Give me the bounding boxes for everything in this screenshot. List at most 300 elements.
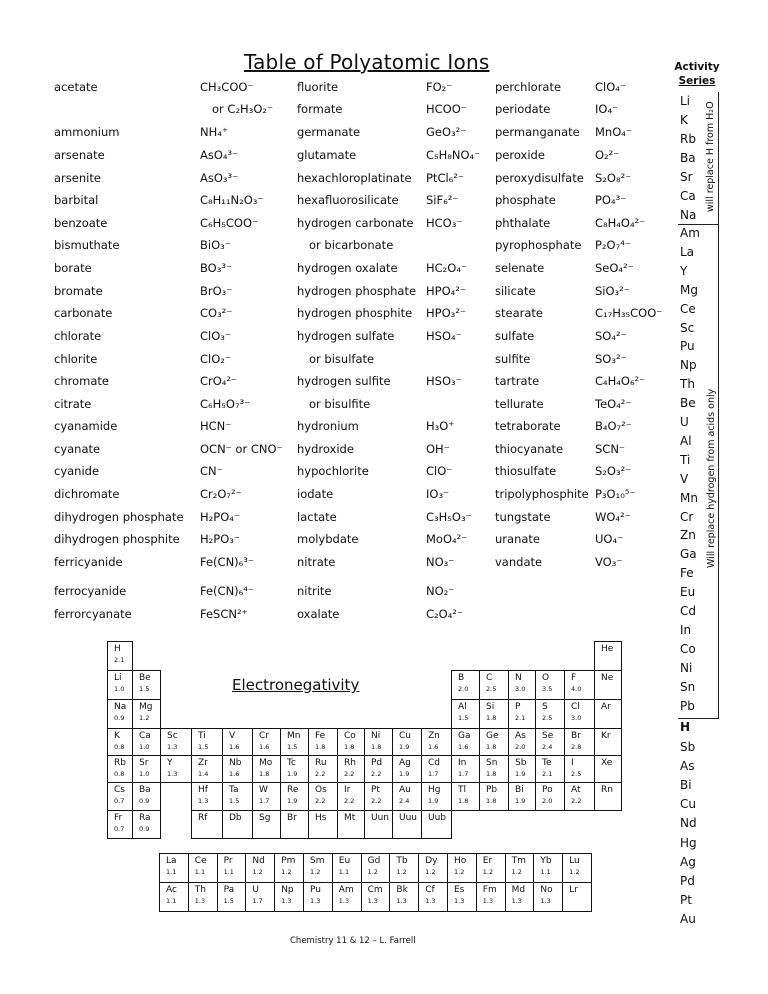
element-electronegativity: 1.0 [114,685,125,693]
element-electronegativity: 2.4 [542,743,553,751]
ion-formula: C₄H₄O₆²⁻ [595,374,646,388]
element-electronegativity: 1.2 [281,868,292,876]
element-cell [252,755,281,783]
element-electronegativity: 1.5 [223,897,234,905]
f-block-cell [562,853,592,883]
activity-element: Cu [680,797,696,812]
element-cell [392,755,422,783]
element-symbol: Es [454,885,465,895]
ion-name: thiosulfate [495,464,557,478]
ion-formula: HCN⁻ [200,419,232,433]
activity-element: Pt [680,892,692,907]
ion-formula: IO₄⁻ [595,102,619,116]
element-electronegativity: 1.3 [338,897,350,905]
ion-formula: ClO₄⁻ [595,80,626,94]
element-electronegativity: 1.8 [315,743,326,751]
element-cell [364,728,393,756]
element-symbol: Cr [259,731,269,741]
activity-element: Rb [680,132,696,146]
element-cell [337,728,365,756]
element-symbol: U [252,885,259,895]
element-symbol: Ho [454,856,467,866]
element-cell [451,728,480,756]
ion-name: iodate [297,487,334,501]
ion-formula: MnO₄⁻ [595,125,632,139]
ion-name: cyanide [54,464,100,478]
element-cell [191,755,223,783]
element-cell [421,755,452,783]
element-electronegativity: 1.1 [338,868,350,876]
ion-name: periodate [495,102,551,116]
ion-formula: C₆H₅O₇³⁻ [200,397,251,411]
element-symbol: Br [287,813,297,823]
element-electronegativity: 1.5 [287,743,298,751]
activity-element: Pu [680,339,695,354]
element-symbol: Ba [139,785,151,795]
element-electronegativity: 1.2 [310,868,321,876]
ion-name: fluorite [297,80,339,94]
element-symbol: Hs [315,813,327,823]
ion-formula: B₄O₇²⁻ [595,419,632,433]
element-symbol: Sn [486,758,498,768]
ion-formula: HC₂O₄⁻ [426,261,468,275]
element-electronegativity: 2.1 [114,656,125,664]
ion-formula: HSO₃⁻ [426,374,462,388]
element-cell [132,670,161,700]
f-block-cell [505,853,535,883]
ion-formula: HPO₃²⁻ [426,306,466,320]
ion-name: bromate [54,284,103,298]
ion-name: germanate [297,125,361,139]
element-cell [252,810,281,839]
element-electronegativity: 0.7 [114,797,125,805]
activity-element: Mn [680,490,698,505]
ion-name: lactate [297,510,337,524]
element-electronegativity: 1.6 [259,743,270,751]
ion-formula: SeO₄²⁻ [595,261,634,275]
activity-element: Hg [680,835,697,850]
activity-element: Ti [680,452,691,467]
electronegativity-title: Electronegativity [232,676,360,694]
element-electronegativity: 1.3 [281,897,292,905]
element-symbol: Uun [371,813,389,823]
ion-name: phosphate [495,193,556,207]
ion-formula: Fe(CN)₆⁴⁻ [200,584,254,598]
element-electronegativity: 2.4 [399,797,410,805]
ion-name: peroxydisulfate [495,171,584,185]
element-electronegativity: 3.0 [515,685,526,693]
f-block-cell [303,853,333,883]
ion-name: dihydrogen phosphite [54,532,180,546]
element-symbol: Th [194,885,206,895]
activity-element: V [680,471,689,486]
element-symbol: Sr [139,758,149,768]
ion-formula: C₆H₅COO⁻ [200,216,259,230]
page-title: Table of Polyatomic Ions [244,50,490,74]
element-cell [308,782,338,811]
element-symbol: Fm [482,885,497,895]
activity-element: As [680,759,695,774]
ion-formula: HCO₃⁻ [426,216,463,230]
element-electronegativity: 1.8 [371,743,382,751]
element-symbol: Re [287,785,299,795]
element-electronegativity: 2.2 [315,770,326,778]
element-symbol: Pa [223,885,235,895]
element-cell [280,810,309,839]
element-electronegativity: 1.3 [540,897,551,905]
ion-name: sulfite [495,352,531,366]
ion-formula: C₃H₅O₃⁻ [426,510,472,524]
element-cell [479,670,509,700]
element-symbol: Na [114,702,127,712]
ion-name: stearate [495,306,543,320]
element-symbol: Pm [281,856,296,866]
activity-element: Sn [680,679,696,694]
element-symbol: Se [542,731,554,741]
element-symbol: Pr [223,856,233,866]
element-cell [535,782,565,811]
element-electronegativity: 1.5 [229,797,240,805]
element-cell [508,782,536,811]
element-electronegativity: 2.1 [515,714,526,722]
ion-formula: NO₃⁻ [426,555,455,569]
ion-formula: FO₂⁻ [426,80,453,94]
element-electronegativity: 1.3 [194,897,206,905]
ion-formula: PtCl₆²⁻ [426,171,464,185]
ion-formula: HSO₄⁻ [426,329,462,343]
ion-name: hydroxide [297,442,354,456]
activity-element: Na [680,208,697,222]
ion-formula: BrO₃⁻ [200,284,233,298]
element-cell [160,755,192,783]
ion-name: tungstate [495,510,551,524]
f-block-cell [476,853,506,883]
element-electronegativity: 1.2 [511,868,522,876]
activity-element: Y [680,263,688,278]
activity-element: Co [680,641,696,656]
element-symbol: Hg [428,785,441,795]
ion-name: dihydrogen phosphate [54,510,184,524]
element-electronegativity: 1.8 [259,770,270,778]
element-symbol: Ac [166,885,177,895]
ion-formula: Fe(CN)₆³⁻ [200,555,254,569]
element-symbol: Yb [540,856,552,866]
element-electronegativity: 1.8 [458,797,469,805]
activity-element: Fe [680,566,694,581]
element-cell [280,782,309,811]
element-electronegativity: 2.2 [315,797,326,805]
element-electronegativity: 1.7 [428,770,439,778]
ion-name: ammonium [54,125,120,139]
ion-name: barbital [54,193,99,207]
ion-formula: H₂PO₃⁻ [200,532,240,546]
f-block-cell [418,853,448,883]
element-cell [564,782,595,811]
element-cell [308,755,338,783]
element-electronegativity: 0.9 [139,825,150,833]
element-symbol: S [542,702,548,712]
element-symbol: Ca [139,731,151,741]
activity-element: Al [680,433,692,448]
element-electronegativity: 1.3 [482,897,494,905]
element-symbol: Ga [458,731,471,741]
element-cell [107,810,133,839]
activity-element: La [680,244,695,259]
element-cell [392,782,422,811]
element-electronegativity: 1.3 [454,897,465,905]
f-block-cell [188,853,218,883]
element-symbol: B [458,673,465,683]
f-block-cell [332,882,362,912]
element-symbol: Pu [310,885,321,895]
activity-element: Am [680,226,700,240]
ion-formula: UO₄⁻ [595,532,624,546]
f-block-cell [447,853,477,883]
ion-name: cyanamide [54,419,118,433]
element-symbol: Ar [601,702,611,712]
element-symbol: Co [344,731,356,741]
ion-name: cyanate [54,442,101,456]
element-symbol: Os [315,785,327,795]
element-electronegativity: 1.9 [287,797,298,805]
element-symbol: Db [229,813,242,823]
ion-name: tetraborate [495,419,561,433]
element-cell [451,782,480,811]
f-block-cell [159,882,189,912]
activity-element: Nd [680,816,697,831]
element-symbol: Mo [259,758,273,768]
ion-name: vandate [495,555,543,569]
ion-name: chromate [54,374,109,388]
element-cell [451,670,480,700]
element-symbol: Am [338,885,354,895]
activity-element: Th [680,377,695,392]
element-symbol: Al [458,702,467,712]
element-electronegativity: 3.5 [542,685,553,693]
element-electronegativity: 2.5 [542,714,553,722]
ion-name: nitrate [297,555,336,569]
ion-formula: CH₃COO⁻ [200,80,254,94]
element-electronegativity: 1.1 [223,868,234,876]
element-cell [308,728,338,756]
element-electronegativity: 1.1 [540,868,551,876]
element-symbol: Rn [601,785,613,795]
activity-element: Bi [680,778,692,793]
ion-formula: P₂O₇⁴⁻ [595,238,631,252]
ion-formula: IO₃⁻ [426,487,450,501]
ion-formula: HCOO⁻ [426,102,467,116]
element-symbol: Gd [367,856,381,866]
element-symbol: Ru [315,758,327,768]
ion-name: formate [297,102,343,116]
element-cell [280,755,309,783]
f-block-cell [533,853,563,883]
f-block-cell [274,853,304,883]
element-electronegativity: 1.3 [167,770,178,778]
f-block-cell [562,882,592,912]
ion-formula: Cr₂O₇²⁻ [200,487,242,501]
element-symbol: Sg [259,813,271,823]
element-cell [594,670,622,700]
element-cell [392,728,422,756]
f-block-cell [505,882,535,912]
element-electronegativity: 1.3 [198,797,209,805]
element-symbol: Uuu [399,813,417,823]
element-symbol: Mn [287,731,301,741]
element-electronegativity: 1.2 [252,868,263,876]
element-electronegativity: 1.7 [252,897,263,905]
element-electronegativity: 2.5 [486,685,497,693]
ion-formula: H₃O⁺ [426,419,455,433]
element-symbol: Rh [344,758,356,768]
element-electronegativity: 0.8 [114,743,125,751]
element-cell [479,755,509,783]
element-electronegativity: 4.0 [571,685,582,693]
activity-element: Ag [680,854,696,869]
ion-name: glutamate [297,148,357,162]
element-electronegativity: 1.3 [167,743,178,751]
ion-formula: CrO₄²⁻ [200,374,238,388]
element-symbol: Mg [139,702,153,712]
element-electronegativity: 1.9 [399,743,410,751]
f-block-cell [332,853,362,883]
ion-formula: AsO₄³⁻ [200,148,239,162]
element-electronegativity: 1.2 [139,714,150,722]
element-symbol: Er [482,856,493,866]
element-cell [364,782,393,811]
ion-formula: OH⁻ [426,442,450,456]
element-electronegativity: 1.8 [344,743,355,751]
element-cell [222,755,253,783]
ion-name: chlorite [54,352,98,366]
ion-formula: C₈H₄O₄²⁻ [595,216,646,230]
ion-name: uranate [495,532,540,546]
element-symbol: Au [399,785,411,795]
element-symbol: Md [511,885,526,895]
element-symbol: La [166,856,177,866]
ion-formula: S₂O₃²⁻ [595,464,632,478]
ion-formula: SO₄²⁻ [595,329,627,343]
ion-name: or bisulfite [309,397,371,411]
activity-element: Cd [680,604,696,618]
element-electronegativity: 1.2 [367,868,378,876]
activity-note-water: will replace H from H₂O [705,101,716,212]
ion-name: molybdate [297,532,359,546]
element-electronegativity: 1.2 [425,868,436,876]
element-electronegativity: 2.0 [515,743,526,751]
ion-name: ferricyanide [54,555,123,569]
element-symbol: No [540,885,553,895]
element-electronegativity: 0.8 [114,770,125,778]
element-cell [132,755,161,783]
ion-name: borate [54,261,92,275]
activity-element: K [680,113,688,127]
element-symbol: Li [114,673,122,683]
element-symbol: H [114,644,121,654]
f-block-cell [533,882,563,912]
f-block-cell [476,882,506,912]
ion-name: carbonate [54,306,113,320]
f-block-cell [159,853,189,883]
element-electronegativity: 2.2 [344,770,355,778]
ion-formula: PO₄³⁻ [595,193,627,207]
ion-name: selenate [495,261,545,275]
element-cell [132,810,161,839]
ion-name: or bicarbonate [309,238,394,252]
ion-formula: NH₄⁺ [200,125,228,139]
element-symbol: Ir [344,785,351,795]
element-cell [280,728,309,756]
ion-name: acetate [54,80,98,94]
element-cell [508,670,536,700]
ion-formula: C₂O₄²⁻ [426,607,463,621]
element-cell [421,782,452,811]
f-block-cell [418,882,448,912]
activity-element: Cr [680,509,694,524]
element-symbol: Cs [114,785,125,795]
element-symbol: O [542,673,550,683]
ion-formula: MoO₄²⁻ [426,532,468,546]
ion-name: citrate [54,397,92,411]
element-symbol: He [601,644,614,654]
element-electronegativity: 1.0 [139,770,150,778]
element-cell [337,810,365,839]
element-symbol: Ne [601,673,614,683]
element-cell [160,728,192,756]
ion-name: hydrogen phosphite [297,306,413,320]
element-symbol: In [458,758,467,768]
element-symbol: Mt [344,813,356,823]
element-cell [508,755,536,783]
element-symbol: Bi [515,785,524,795]
f-block-cell [361,853,391,883]
ion-name: pyrophosphate [495,238,582,252]
activity-element: Mg [680,282,698,297]
f-block-cell [274,882,304,912]
element-symbol: Rf [198,813,208,823]
ion-name: thiocyanate [495,442,564,456]
element-symbol: K [114,731,120,741]
ion-name: arsenite [54,171,101,185]
element-cell [107,641,133,671]
f-block-cell [245,853,275,883]
element-cell [421,728,452,756]
f-block-cell [217,882,247,912]
ion-name: permanganate [495,125,580,139]
element-symbol: Np [281,885,294,895]
element-symbol: Br [571,731,581,741]
activity-element: Ba [680,151,696,165]
element-symbol: Sm [310,856,325,866]
f-block-cell [447,882,477,912]
element-symbol: Pb [486,785,498,795]
element-electronegativity: 1.3 [425,897,436,905]
footer-credit: Chemistry 11 & 12 – L. Farrell [290,936,416,946]
element-symbol: Rb [114,758,126,768]
ion-name: hydrogen oxalate [297,261,398,275]
ion-formula: ClO₃⁻ [200,329,231,343]
element-cell [479,728,509,756]
element-electronegativity: 1.2 [454,868,465,876]
element-cell [564,755,595,783]
f-block-cell [389,882,419,912]
ion-name: benzoate [54,216,108,230]
element-cell [107,728,133,756]
element-electronegativity: 2.1 [542,770,553,778]
ion-formula: BO₃³⁻ [200,261,233,275]
ion-name: or bisulfate [309,352,375,366]
f-block-cell [217,853,247,883]
